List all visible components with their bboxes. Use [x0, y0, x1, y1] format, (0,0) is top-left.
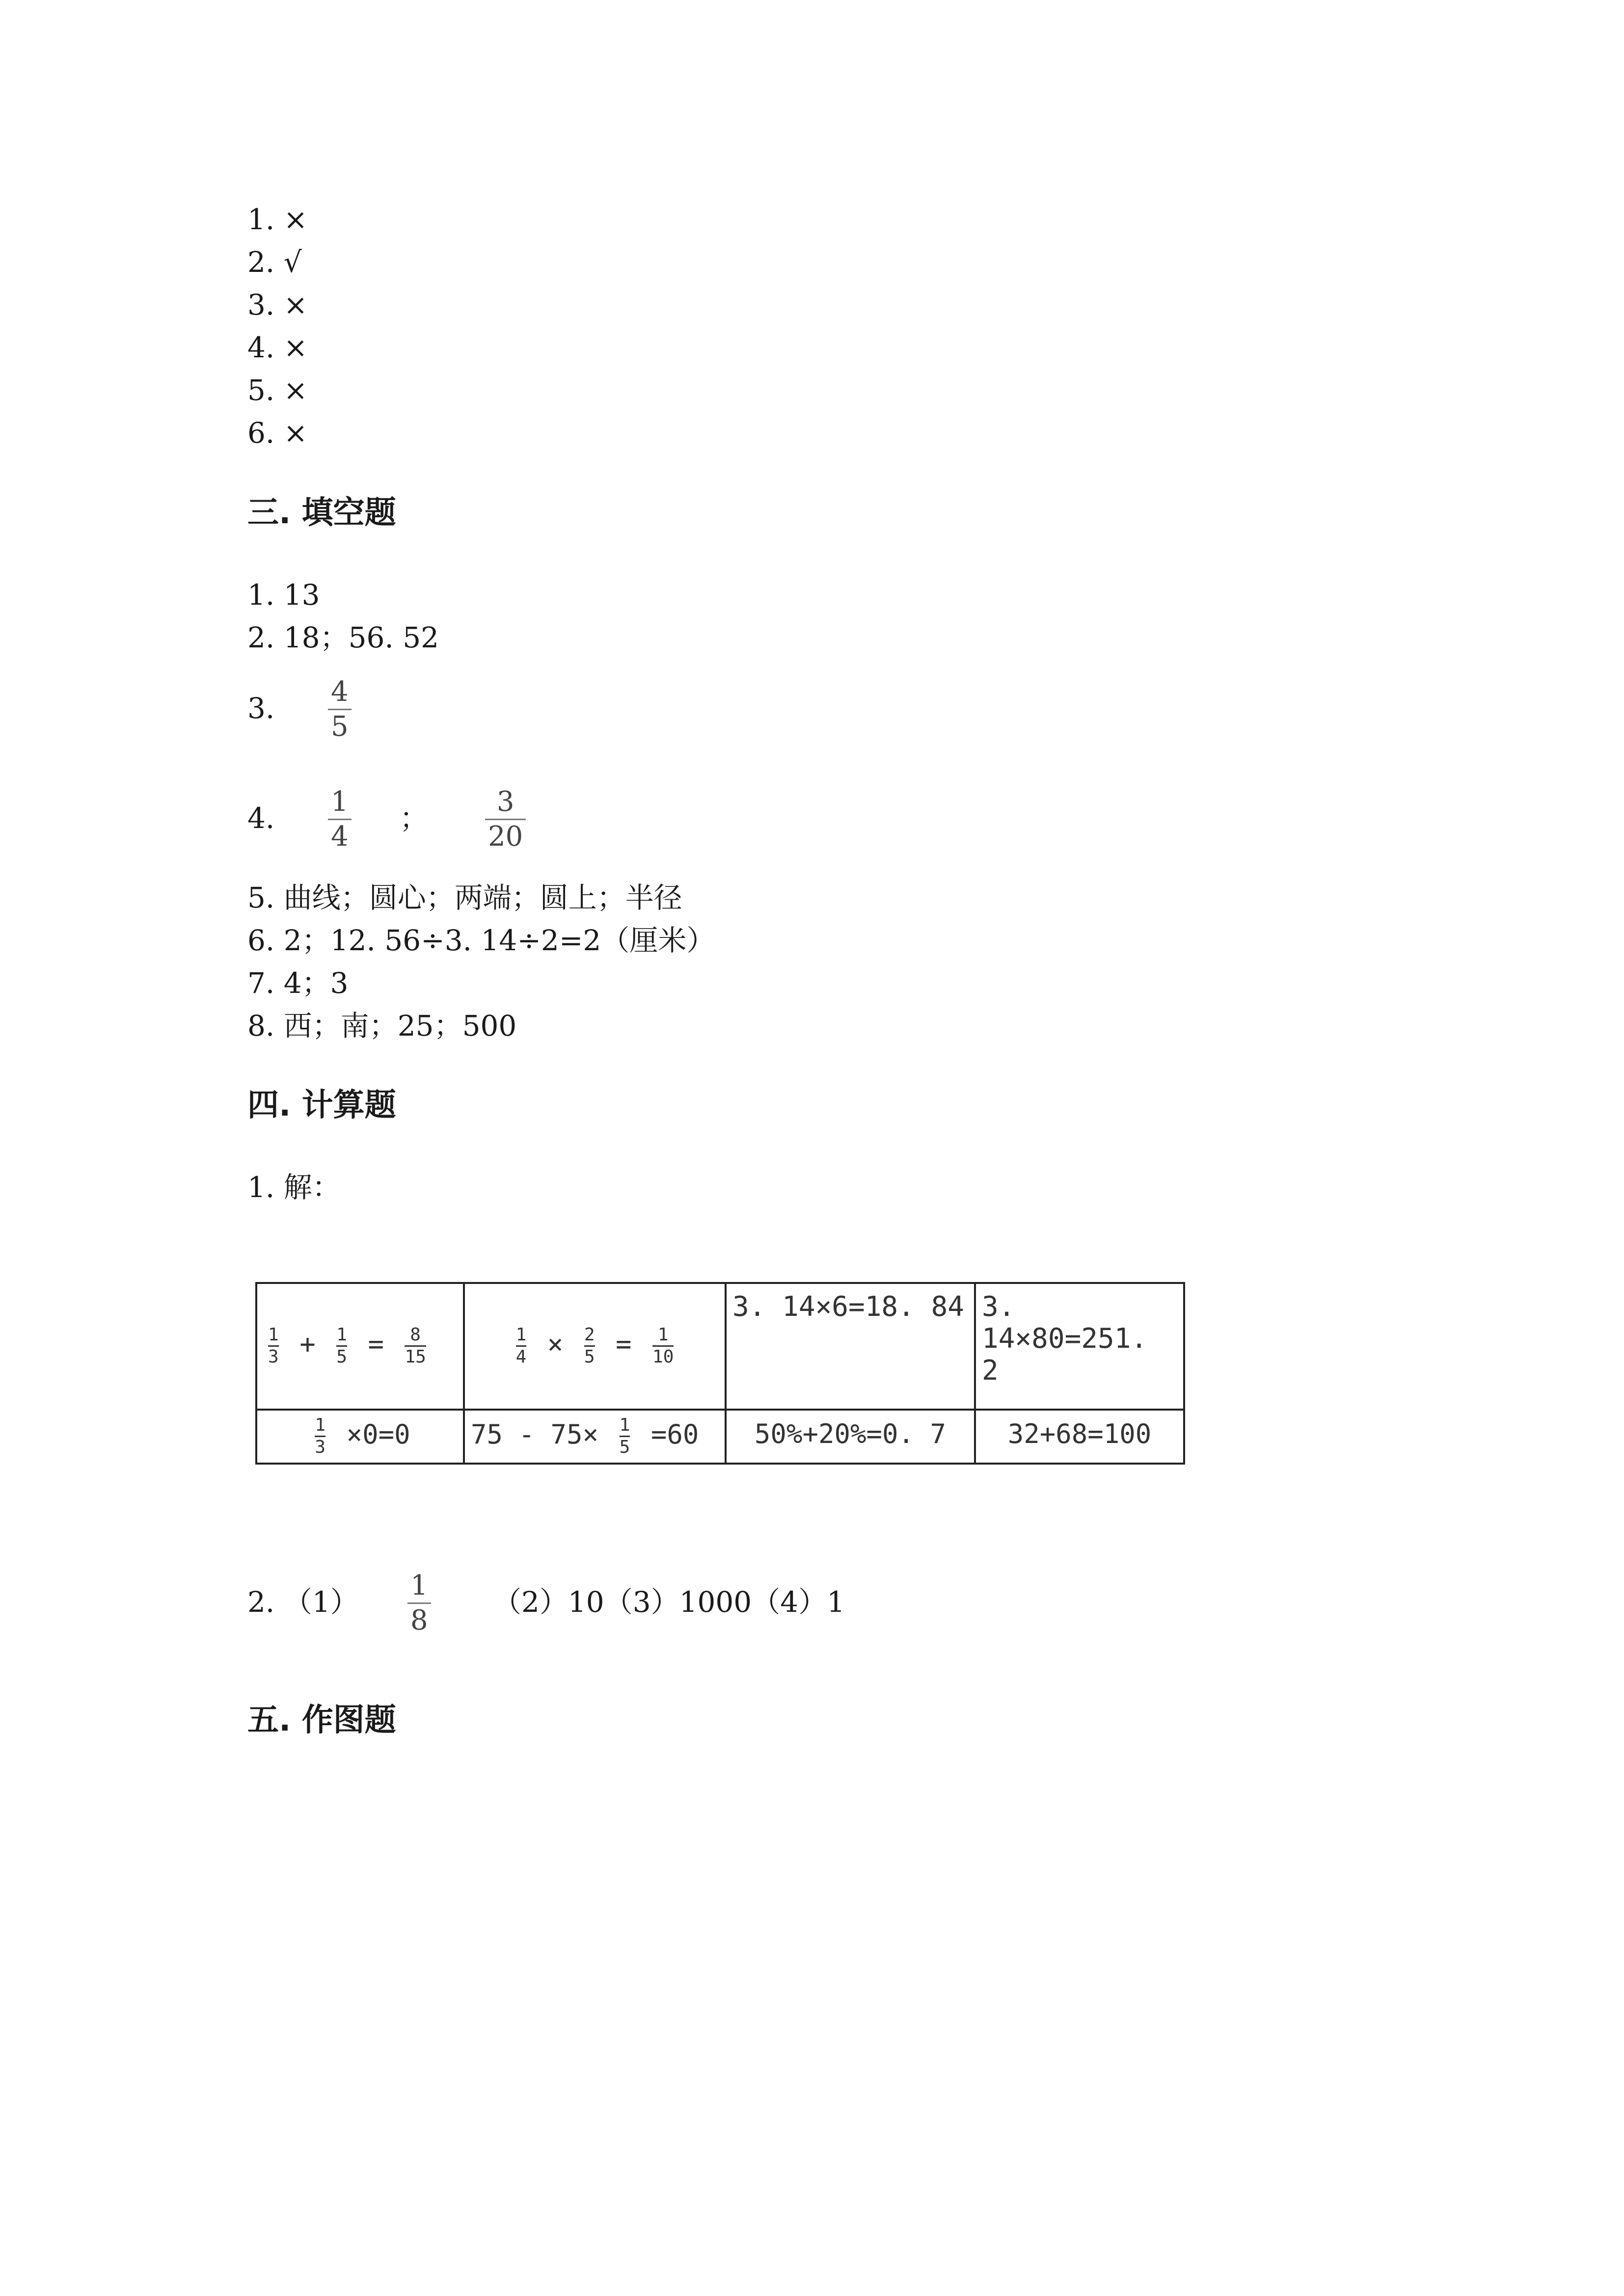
- fill-answer-4-number: 4.: [247, 801, 275, 835]
- calc-answer-2-prefix: 2. （1）: [247, 1585, 359, 1619]
- table-cell: 50%+20%=0. 7: [726, 1410, 975, 1464]
- section5-title: 五. 作图题: [247, 1702, 396, 1738]
- judge-answer-1: 1. ×: [247, 203, 308, 236]
- judge-answer-5: 5. ×: [247, 374, 308, 407]
- fraction: $\frac{1}{3}$: [268, 1325, 279, 1367]
- fraction: $\frac{1}{5}$: [619, 1415, 630, 1458]
- fraction-1-4: 1 4: [328, 786, 352, 853]
- judge-answer-2: 2. √: [247, 245, 302, 279]
- table-cell: 32+68=100: [975, 1410, 1184, 1464]
- fraction: $\frac{1}{4}$: [515, 1325, 527, 1367]
- table-row: [256, 1283, 1184, 1410]
- fill-answer-2: 2. 18；56. 52: [247, 621, 439, 654]
- table-cell: 3. 14×80=251. 2: [975, 1283, 1184, 1410]
- fraction: $\frac{8}{15}$: [405, 1325, 426, 1367]
- fraction: $\frac{2}{5}$: [584, 1325, 595, 1367]
- fraction: $\frac{1}{5}$: [336, 1325, 347, 1367]
- section4-title: 四. 计算题: [247, 1087, 396, 1123]
- section3-title: 三. 填空题: [247, 495, 396, 531]
- calc-answer-2-suffix: （2）10（3）1000（4）1: [493, 1585, 845, 1619]
- fill-answer-7: 7. 4；3: [247, 966, 349, 1000]
- calculation-table: [255, 1282, 1185, 1465]
- fraction-3-20: 3 20: [485, 786, 526, 853]
- fill-answer-1: 1. 13: [247, 578, 320, 612]
- table-cell: $\frac{1}{3}$ ×0=0: [256, 1410, 464, 1464]
- judge-answer-4: 4. ×: [247, 331, 308, 364]
- table-cell: $\frac{1}{4}$ × $\frac{2}{5}$ = $\frac{1}{10}$: [464, 1283, 726, 1410]
- fill-answer-6: 6. 2；12. 56÷3. 14÷2=2（厘米）: [247, 924, 715, 957]
- fraction: $\frac{1}{3}$: [315, 1415, 326, 1458]
- fill-answer-8: 8. 西；南；25；500: [247, 1009, 517, 1042]
- calc-answer-1-label: 1. 解：: [247, 1171, 341, 1204]
- judge-answer-6: 6. ×: [247, 416, 308, 450]
- table-cell: 3. 14×6=18. 84: [726, 1283, 975, 1410]
- fraction: $\frac{1}{10}$: [652, 1325, 674, 1367]
- table-row: [256, 1410, 1184, 1464]
- judge-answer-3: 3. ×: [247, 288, 308, 321]
- fill-answer-5: 5. 曲线；圆心；两端；圆上；半径: [247, 881, 682, 914]
- fill-answer-3-number: 3.: [247, 692, 275, 725]
- fraction-4-5: 4 5: [328, 676, 352, 743]
- fraction-1-8: 1 8: [407, 1570, 431, 1636]
- fill-answer-4-separator: ；: [400, 801, 429, 835]
- table-cell: 75 - 75× $\frac{1}{5}$ =60: [464, 1410, 726, 1464]
- table-cell: $\frac{1}{3}$ + $\frac{1}{5}$ = $\frac{8}{15}$: [256, 1283, 464, 1410]
